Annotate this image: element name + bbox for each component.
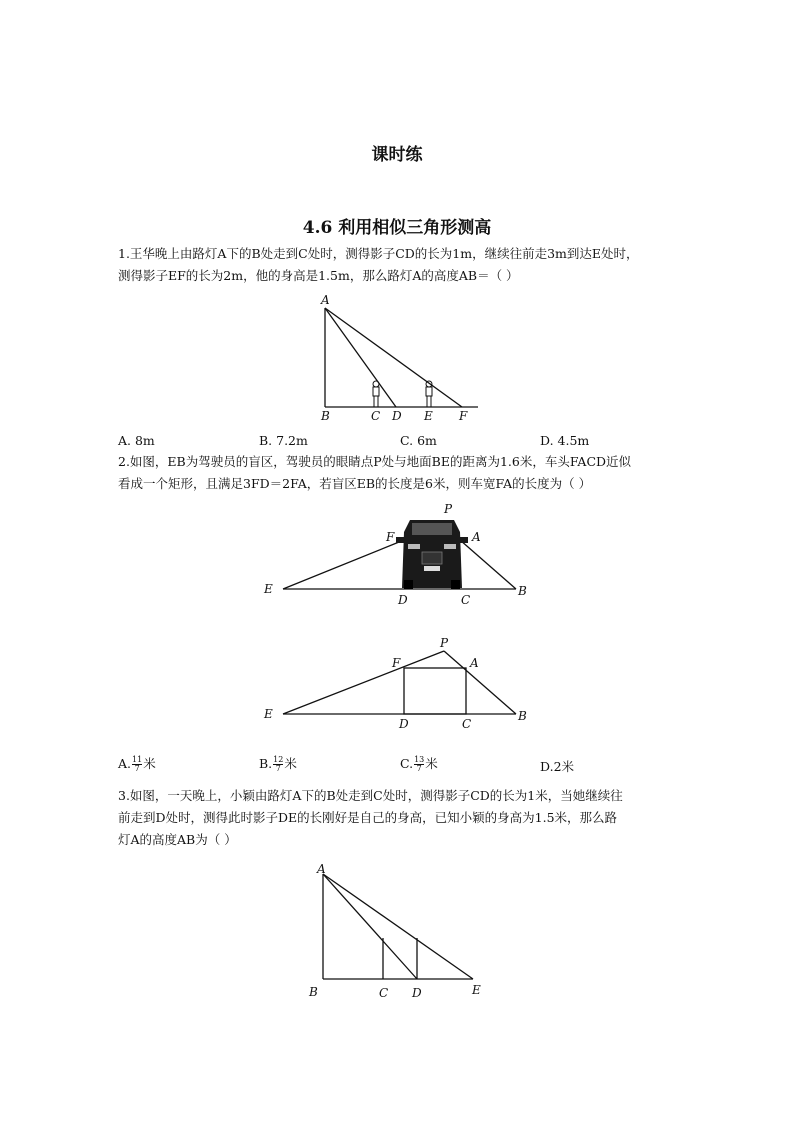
label-f: F bbox=[459, 409, 468, 423]
line-pb bbox=[444, 651, 516, 714]
label-f: F bbox=[386, 530, 395, 544]
label-f: F bbox=[392, 656, 401, 670]
light-ray-ad bbox=[325, 308, 396, 407]
label-c: C bbox=[461, 593, 471, 607]
label-d: D bbox=[399, 717, 409, 731]
label-c: C bbox=[462, 717, 472, 731]
label-p: P bbox=[440, 636, 449, 650]
sight-line-ef bbox=[283, 540, 404, 589]
question-3-line-3: 灯A的高度AB为（ ） bbox=[118, 832, 237, 847]
q2-option-d: D.2米 bbox=[540, 759, 575, 774]
label-d: D bbox=[412, 986, 422, 1000]
q1-option-a: A. 8m bbox=[118, 433, 155, 448]
label-b: B bbox=[321, 409, 330, 423]
car-front-image bbox=[396, 520, 468, 589]
label-e: E bbox=[264, 707, 273, 721]
label-e: E bbox=[264, 582, 273, 596]
question-2-line-1: 2.如图，EB为驾驶员的盲区，驾驶员的眼睛点P处与地面BE的距离为1.6米，车头FACD近似 bbox=[118, 454, 632, 469]
q1-option-c: C. 6m bbox=[400, 433, 437, 448]
fraction: $\frac{11}{7}$ bbox=[132, 755, 143, 773]
label-c: C bbox=[371, 409, 381, 423]
sight-line-ab bbox=[460, 540, 516, 589]
label-a: A bbox=[470, 656, 479, 670]
page-title: 课时练 bbox=[371, 145, 423, 165]
label-a: A bbox=[317, 862, 326, 876]
question-3-text bbox=[118, 785, 684, 851]
question-3-line-2: 前走到D处时，测得此时影子DE的长刚好是自己的身高，已知小颖的身高为1.5米，那么路 bbox=[118, 810, 618, 825]
label-b: B bbox=[309, 985, 318, 999]
question-3-line-1: 3.如图，一天晚上，小颖由路灯A下的B处走到C处时，测得影子CD的长为1米，当她继续往 bbox=[118, 788, 623, 803]
label-c: C bbox=[379, 986, 389, 1000]
q1-option-d: D. 4.5m bbox=[540, 433, 590, 448]
label-a: A bbox=[472, 530, 481, 544]
q2-option-b: B. $\frac{12}{7}$ 米 bbox=[259, 755, 297, 773]
question-1-text bbox=[118, 243, 684, 287]
question-2-line-2: 看成一个矩形，且满足3FD＝2FA，若盲区EB的长度是6米，则车宽FA的长度为（ ） bbox=[118, 476, 592, 491]
light-ray-ae bbox=[323, 874, 473, 979]
question-3-figure bbox=[300, 860, 500, 1005]
rectangle-facd bbox=[404, 668, 466, 714]
line-ep bbox=[283, 651, 444, 714]
q2-option-a: A. $\frac{11}{7}$ 米 bbox=[118, 755, 156, 773]
fraction: $\frac{12}{7}$ bbox=[273, 755, 284, 773]
question-2-figure-car bbox=[258, 500, 538, 612]
label-d: D bbox=[398, 593, 408, 607]
label-d: D bbox=[392, 409, 402, 423]
label-p: P bbox=[444, 502, 453, 516]
section-title: 4.6 利用相似三角形测高 bbox=[302, 218, 492, 238]
label-b: B bbox=[518, 584, 527, 598]
question-1-figure bbox=[310, 292, 490, 427]
label-e: E bbox=[424, 409, 433, 423]
person-at-c bbox=[373, 381, 379, 407]
question-2-figure-diagram bbox=[258, 632, 538, 734]
q1-option-b: B. 7.2m bbox=[259, 433, 308, 448]
fraction: $\frac{13}{7}$ bbox=[414, 755, 425, 773]
q2-option-c: C. $\frac{13}{7}$ 米 bbox=[400, 755, 438, 773]
label-a: A bbox=[321, 293, 330, 307]
question-1-line-2: 测得影子EF的长为2m，他的身高是1.5m，那么路灯A的高度AB＝（ ） bbox=[118, 268, 519, 283]
question-2-text bbox=[118, 451, 684, 495]
light-ray-ad bbox=[323, 874, 417, 979]
light-ray-af bbox=[325, 308, 462, 407]
label-e: E bbox=[472, 983, 481, 997]
label-b: B bbox=[518, 709, 527, 723]
question-1-line-1: 1.王华晚上由路灯A下的B处走到C处时，测得影子CD的长为1m，继续往前走3m到达E处时， bbox=[118, 246, 639, 261]
